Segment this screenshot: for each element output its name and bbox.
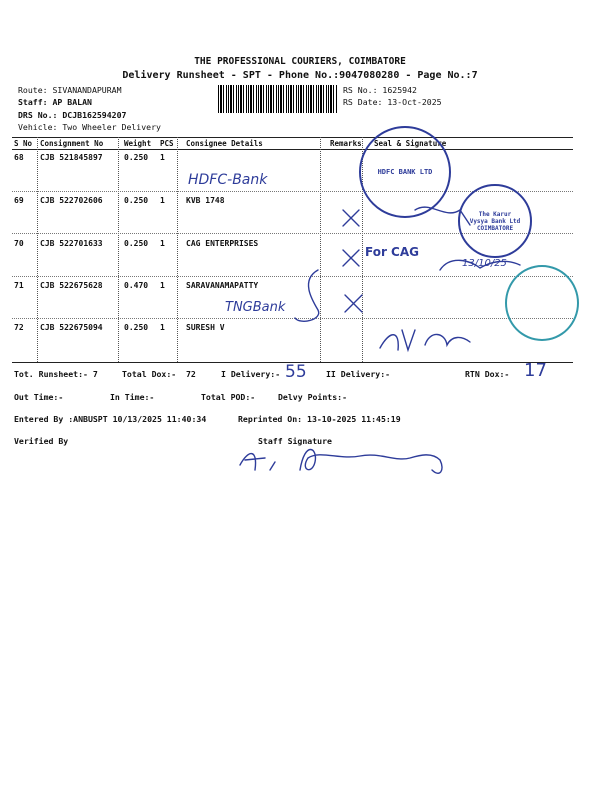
col-remarks: Remarks <box>328 138 372 150</box>
bracket-scribble <box>295 270 319 321</box>
row-consignee: KVB 1748 <box>186 195 225 205</box>
col-seal-signature: Seal & Signature <box>372 138 573 150</box>
staff-signature <box>240 454 265 470</box>
handwritten-scribble <box>415 207 470 225</box>
company-title: THE PROFESSIONAL COURIERS, COIMBATORE <box>194 56 406 67</box>
entered-by: Entered By :ANBUSPT 10/13/2025 11:40:34 <box>14 414 207 424</box>
rtn-dox-value: 17 <box>524 360 547 381</box>
out-time: Out Time:- <box>14 392 64 402</box>
row-weight: 0.250 <box>124 195 149 205</box>
col-consignment: Consignment No <box>38 138 122 150</box>
row-weight: 0.250 <box>124 322 149 332</box>
row-consignee: SARAVANAMAPATTY <box>186 280 259 290</box>
route: Route: SIVANANDAPURAM <box>18 85 122 95</box>
row-sno: 72 <box>14 322 24 332</box>
staff-signature <box>300 450 442 474</box>
in-time: In Time:- <box>110 392 155 402</box>
rtn-dox-label: RTN Dox:- <box>465 369 510 379</box>
vehicle: Vehicle: Two Wheeler Delivery <box>18 122 161 132</box>
row-weight: 0.250 <box>124 238 149 248</box>
row-consignment: CJB 522675094 <box>40 322 103 332</box>
tot-runsheet: Tot. Runsheet:- 7 <box>14 369 98 379</box>
rs-number: RS No.: 1625942 <box>343 85 417 95</box>
staff: Staff: AP BALAN <box>18 97 92 107</box>
x-mark <box>343 210 359 226</box>
row-sno: 70 <box>14 238 24 248</box>
stamp-text: HDFC BANK LTD <box>377 168 433 176</box>
i-delivery-label: I Delivery:- <box>221 369 281 379</box>
col-pcs: PCS <box>158 138 184 150</box>
handwritten-note: For CAG <box>365 245 419 259</box>
x-mark <box>343 250 359 266</box>
i-delivery-value: 55 <box>285 362 307 382</box>
handwritten-note: TNGBank <box>225 300 286 315</box>
row-sno: 69 <box>14 195 24 205</box>
row-consignment: CJB 522701633 <box>40 238 103 248</box>
row-pcs: 1 <box>160 322 165 332</box>
reprinted-on: Reprinted On: 13-10-2025 11:45:19 <box>238 414 401 424</box>
stamp-text: The Karur Vysya Bank Ltd COIMBATORE <box>469 210 521 232</box>
total-pod: Total POD:- <box>201 392 256 402</box>
handwritten-scribble <box>425 334 470 345</box>
handwritten-initials <box>380 330 415 350</box>
row-consignee: SURESH V <box>186 322 225 332</box>
row-pcs: 1 <box>160 195 165 205</box>
verified-by: Verified By <box>14 436 69 446</box>
row-consignment: CJB 521845897 <box>40 153 103 162</box>
rs-date: RS Date: 13-Oct-2025 <box>343 97 442 107</box>
delvy-points: Delvy Points:- <box>278 392 348 402</box>
staff-signature-label: Staff Signature <box>258 436 332 446</box>
runsheet-subtitle: Delivery Runsheet - SPT - Phone No.:9047080280 - Page No.:7 <box>122 70 478 81</box>
row-consignee: CAG ENTERPRISES <box>186 238 259 248</box>
row-pcs: 1 <box>160 153 165 162</box>
row-consignment: CJB 522675628 <box>40 280 103 290</box>
total-dox-value: 72 <box>186 369 196 379</box>
handwritten-note: HDFC-Bank <box>188 172 268 188</box>
row-pcs: 1 <box>160 280 165 290</box>
row-pcs: 1 <box>160 238 165 248</box>
ii-delivery-label: II Delivery:- <box>326 369 391 379</box>
row-sno: 71 <box>14 280 24 290</box>
row-weight: 0.470 <box>124 280 149 290</box>
handwritten-date: 13/10/25 <box>462 258 507 269</box>
total-dox-label: Total Dox:- <box>122 369 177 379</box>
col-sno: S No <box>12 138 38 150</box>
col-consignee: Consignee Details <box>184 138 328 150</box>
col-weight: Weight <box>122 138 158 150</box>
drs-number: DRS No.: DCJB162594207 <box>18 110 127 120</box>
row-sno: 68 <box>14 153 24 162</box>
staff-signature <box>270 462 275 470</box>
row-consignment: CJB 522702606 <box>40 195 103 205</box>
x-mark <box>345 295 362 312</box>
row-weight: 0.250 <box>124 153 149 162</box>
